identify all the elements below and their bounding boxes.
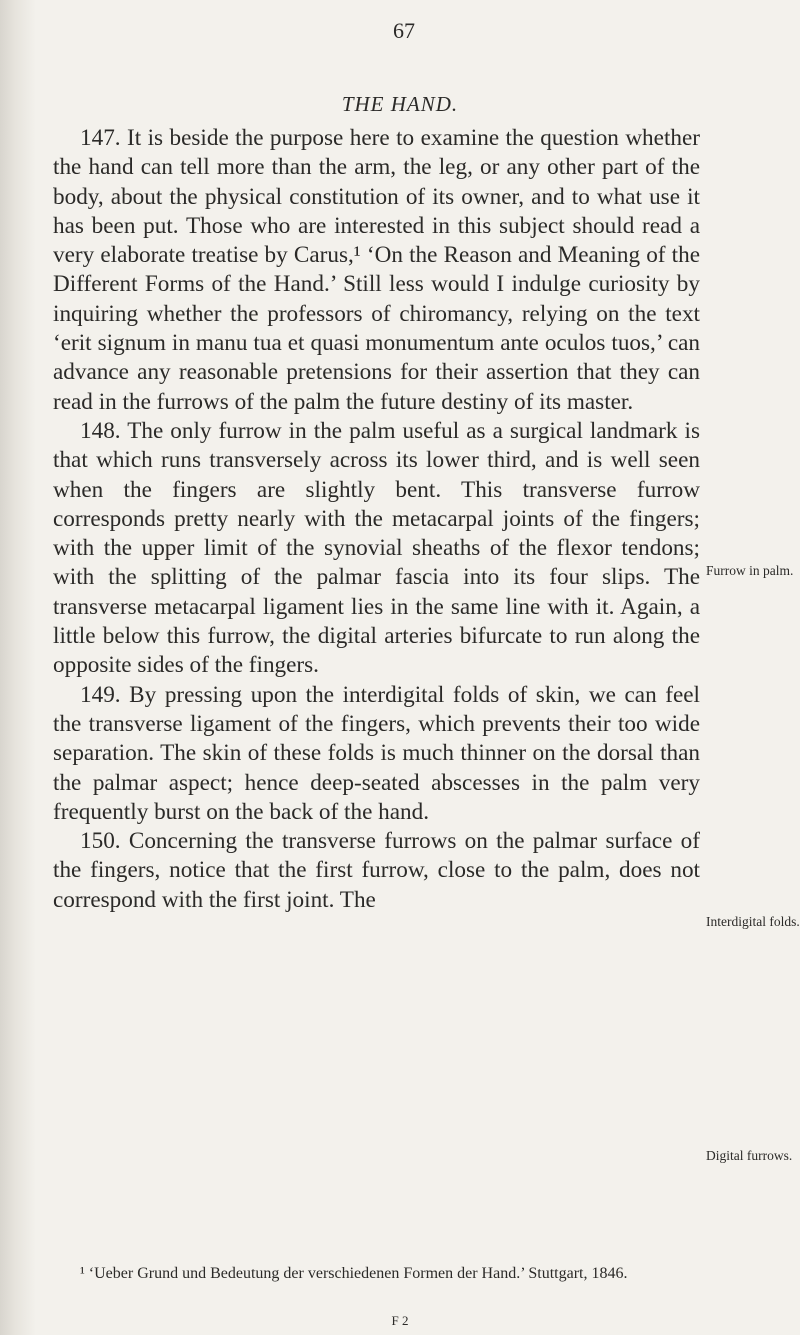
footnote: ¹ ‘Ueber Grund und Bedeutung der verschiedenen Formen der Hand.’ Stuttgart, 1846. (80, 1265, 628, 1282)
body-text (53, 124, 700, 915)
page-number: 67 (393, 18, 415, 43)
paragraph-148: 148. The only furrow in the palm useful as a surgical landmark is that which runs transversely across its lower third, and is well seen when the fingers are slightly bent. This transverse furrow corresponds pretty nearly with the metacarpal joints of the fingers; with the upper limit of the synovial sheaths of the flexor tendons; with the splitting of the palmar fascia into its four slips. The transverse metacarpal ligament lies in the same line with it. Again, a little below this furrow, the digital arteries bifurcate to run along the opposite sides of the fingers. (53, 417, 700, 679)
margin-note-interdigital-folds: Interdigital folds. (706, 914, 800, 929)
paragraph-147: 147. It is beside the purpose here to examine the question whether the hand can tell more than the arm, the leg, or any other part of the body, about the physical constitution of its owner, and to what use it has been put. Those who are interested in this subject should read a very elaborate treatise by Carus,¹ ‘On the Reason and Meaning of the Different Forms of the Hand.’ Still less would I indulge curiosity by inquiring whether the professors of chiromancy, relying on the text ‘erit signum in manu tua et quasi monumentum ante oculos tuos,’ can advance any reasonable pretensions for their assertion that they can read in the furrows of the palm the future destiny of its master. (53, 125, 700, 415)
paragraph-150: 150. Concerning the transverse furrows on the palmar surface of the fingers, notice that the first furrow, close to the palm, does not correspond with the first joint. The (53, 828, 700, 913)
running-head: THE HAND. (341, 92, 459, 116)
margin-note-digital-furrows: Digital furrows. (706, 1148, 793, 1163)
signature-mark: F 2 (391, 1313, 409, 1328)
paragraph-149: 149. By pressing upon the interdigital folds of skin, we can feel the transverse ligament of the fingers, which prevents their too wide separation. The skin of these folds is much thinner on the dorsal than the palmar aspect; hence deep-seated abscesses in the palm very frequently burst on the back of the hand. (53, 681, 700, 825)
margin-note-furrow-in-palm: Furrow in palm. (706, 563, 794, 578)
page-edge-shadow (0, 0, 36, 1335)
